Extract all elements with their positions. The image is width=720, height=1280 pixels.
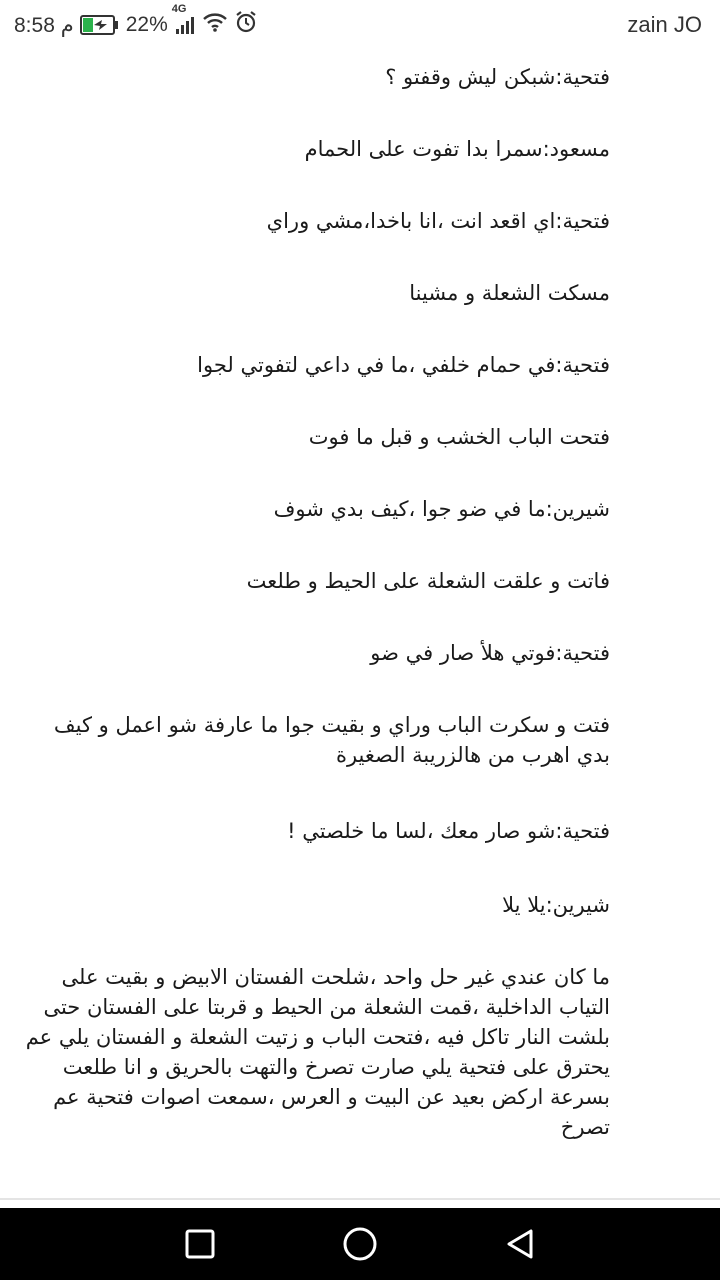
home-circle-icon[interactable]	[338, 1222, 382, 1266]
navigation-bar	[0, 1208, 720, 1280]
paragraph: شيرين:يلا يلا	[502, 893, 610, 917]
paragraph: فتت و سكرت الباب وراي و بقيت جوا ما عارفة شو اعمل و كيف بدي اهرب من هالزريبة الصغيرة	[53, 713, 610, 767]
back-triangle-icon[interactable]	[498, 1222, 542, 1266]
alarm-icon	[234, 10, 258, 40]
signal-icon	[171, 3, 196, 35]
paragraph: فتحية:فوتي هلأ صار في ضو	[370, 641, 610, 665]
status-bar	[0, 0, 720, 50]
recents-square-icon[interactable]	[178, 1222, 222, 1266]
network-type: 4G	[171, 3, 187, 15]
status-bar-left	[14, 0, 258, 50]
battery-percent: 22%	[125, 13, 168, 36]
paragraph: مسكت الشعلة و مشينا	[409, 281, 610, 305]
wifi-icon	[202, 11, 228, 39]
paragraph: ما كان عندي غير حل واحد ،شلحت الفستان الابيض و بقيت على التياب الداخلية ،قمت الشعلة من الحيط و قربتا على الفستان حتى بلشت النار تاكل فيه ،فتحت الباب و زتيت الشعلة و الفستان يلي عم يحترق على فتحية يلي صارت تصرخ والتهت بالحريق و انا طلعت بسرعة اركض بعيد عن البيت و العرس ،سمعت اصوات فتحية عم تصرخ	[25, 965, 610, 1139]
paragraph: شيرين:ما في ضو جوا ،كيف بدي شوف	[273, 497, 610, 521]
clock-time: 8:58 م	[14, 13, 74, 37]
paragraph: مسعود:سمرا بدا تفوت على الحمام	[304, 137, 610, 161]
paragraph: فاتت و علقت الشعلة على الحيط و طلعت	[246, 569, 610, 593]
divider	[0, 1198, 720, 1200]
paragraph: فتحية:شبكن ليش وقفتو ؟	[385, 65, 610, 89]
paragraph: فتحية:في حمام خلفي ،ما في داعي لتفوتي لجوا	[197, 353, 610, 377]
paragraph: فتحية:اي اقعد انت ،انا باخدا،مشي وراي	[266, 209, 610, 233]
paragraph: فتحت الباب الخشب و قبل ما فوت	[308, 425, 610, 449]
battery-charging-icon	[80, 14, 120, 36]
carrier-name: zain JO	[627, 12, 702, 37]
paragraph: فتحية:شو صار معك ،لسا ما خلصتي !	[287, 819, 610, 843]
